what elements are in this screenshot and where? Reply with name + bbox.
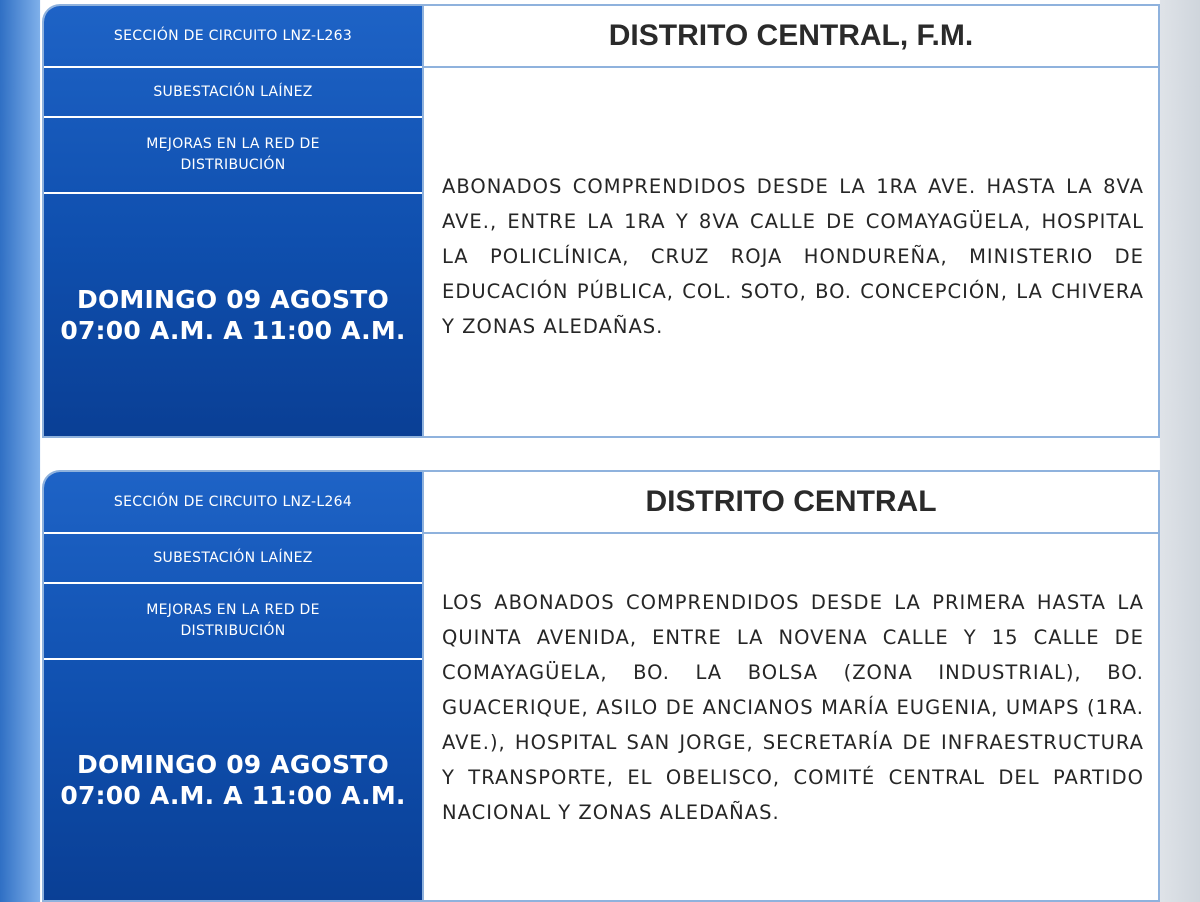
outage-detail-panel — [422, 6, 1158, 436]
work-description-line: DISTRIBUCIÓN — [180, 623, 286, 639]
outage-time: 07:00 A.M. A 11:00 A.M. — [60, 781, 406, 810]
outage-detail-panel — [422, 472, 1158, 900]
affected-areas — [424, 534, 1158, 900]
outage-schedule — [44, 194, 422, 436]
outage-info-panel — [44, 472, 422, 900]
affected-areas-text: ABONADOS COMPRENDIDOS DESDE LA 1RA AVE. HASTA LA 8VA AVE., ENTRE LA 1RA Y 8VA CALLE DE COMAYAGÜELA, HOSPITAL LA POLICLÍNICA, CRUZ ROJA HONDUREÑA, MINISTERIO DE EDUCACIÓN PÚBLICA, COL. SOTO, BO. CONCEPCIÓN, LA CHIVERA Y ZONAS ALEDAÑAS. — [442, 174, 1144, 338]
affected-areas-text: LOS ABONADOS COMPRENDIDOS DESDE LA PRIMERA HASTA LA QUINTA AVENIDA, ENTRE LA NOVENA CALLE Y 15 CALLE DE COMAYAGÜELA, BO. LA BOLSA (ZONA INDUSTRIAL), BO. GUACERIQUE, ASILO DE ANCIANOS MARÍA EUGENIA, UMAPS (1RA. AVE.), HOSPITAL SAN JORGE, SECRETARÍA DE INFRAESTRUCTURA Y TRANSPORTE, EL OBELISCO, COMITÉ CENTRAL DEL PARTIDO NACIONAL Y ZONAS ALEDAÑAS. — [442, 590, 1144, 824]
work-description-line: MEJORAS EN LA RED DE — [146, 602, 320, 618]
district-title: DISTRITO CENTRAL, F.M. — [424, 6, 1158, 68]
work-description — [44, 584, 422, 660]
outage-date: DOMINGO 09 AGOSTO — [77, 285, 389, 314]
work-description-line: MEJORAS EN LA RED DE — [146, 136, 320, 152]
circuit-section-label: SECCIÓN DE CIRCUITO LNZ-L264 — [44, 472, 422, 534]
work-description-line: DISTRIBUCIÓN — [180, 157, 286, 173]
outage-time: 07:00 A.M. A 11:00 A.M. — [60, 316, 406, 345]
circuit-section-label: SECCIÓN DE CIRCUITO LNZ-L263 — [44, 6, 422, 68]
outage-card — [42, 4, 1160, 438]
substation-label: SUBESTACIÓN LAÍNEZ — [44, 534, 422, 584]
substation-label: SUBESTACIÓN LAÍNEZ — [44, 68, 422, 118]
outage-card — [42, 470, 1160, 902]
district-title: DISTRITO CENTRAL — [424, 472, 1158, 534]
outage-info-panel — [44, 6, 422, 436]
affected-areas — [424, 68, 1158, 436]
work-description — [44, 118, 422, 194]
outage-date: DOMINGO 09 AGOSTO — [77, 750, 389, 779]
outage-schedule — [44, 660, 422, 900]
